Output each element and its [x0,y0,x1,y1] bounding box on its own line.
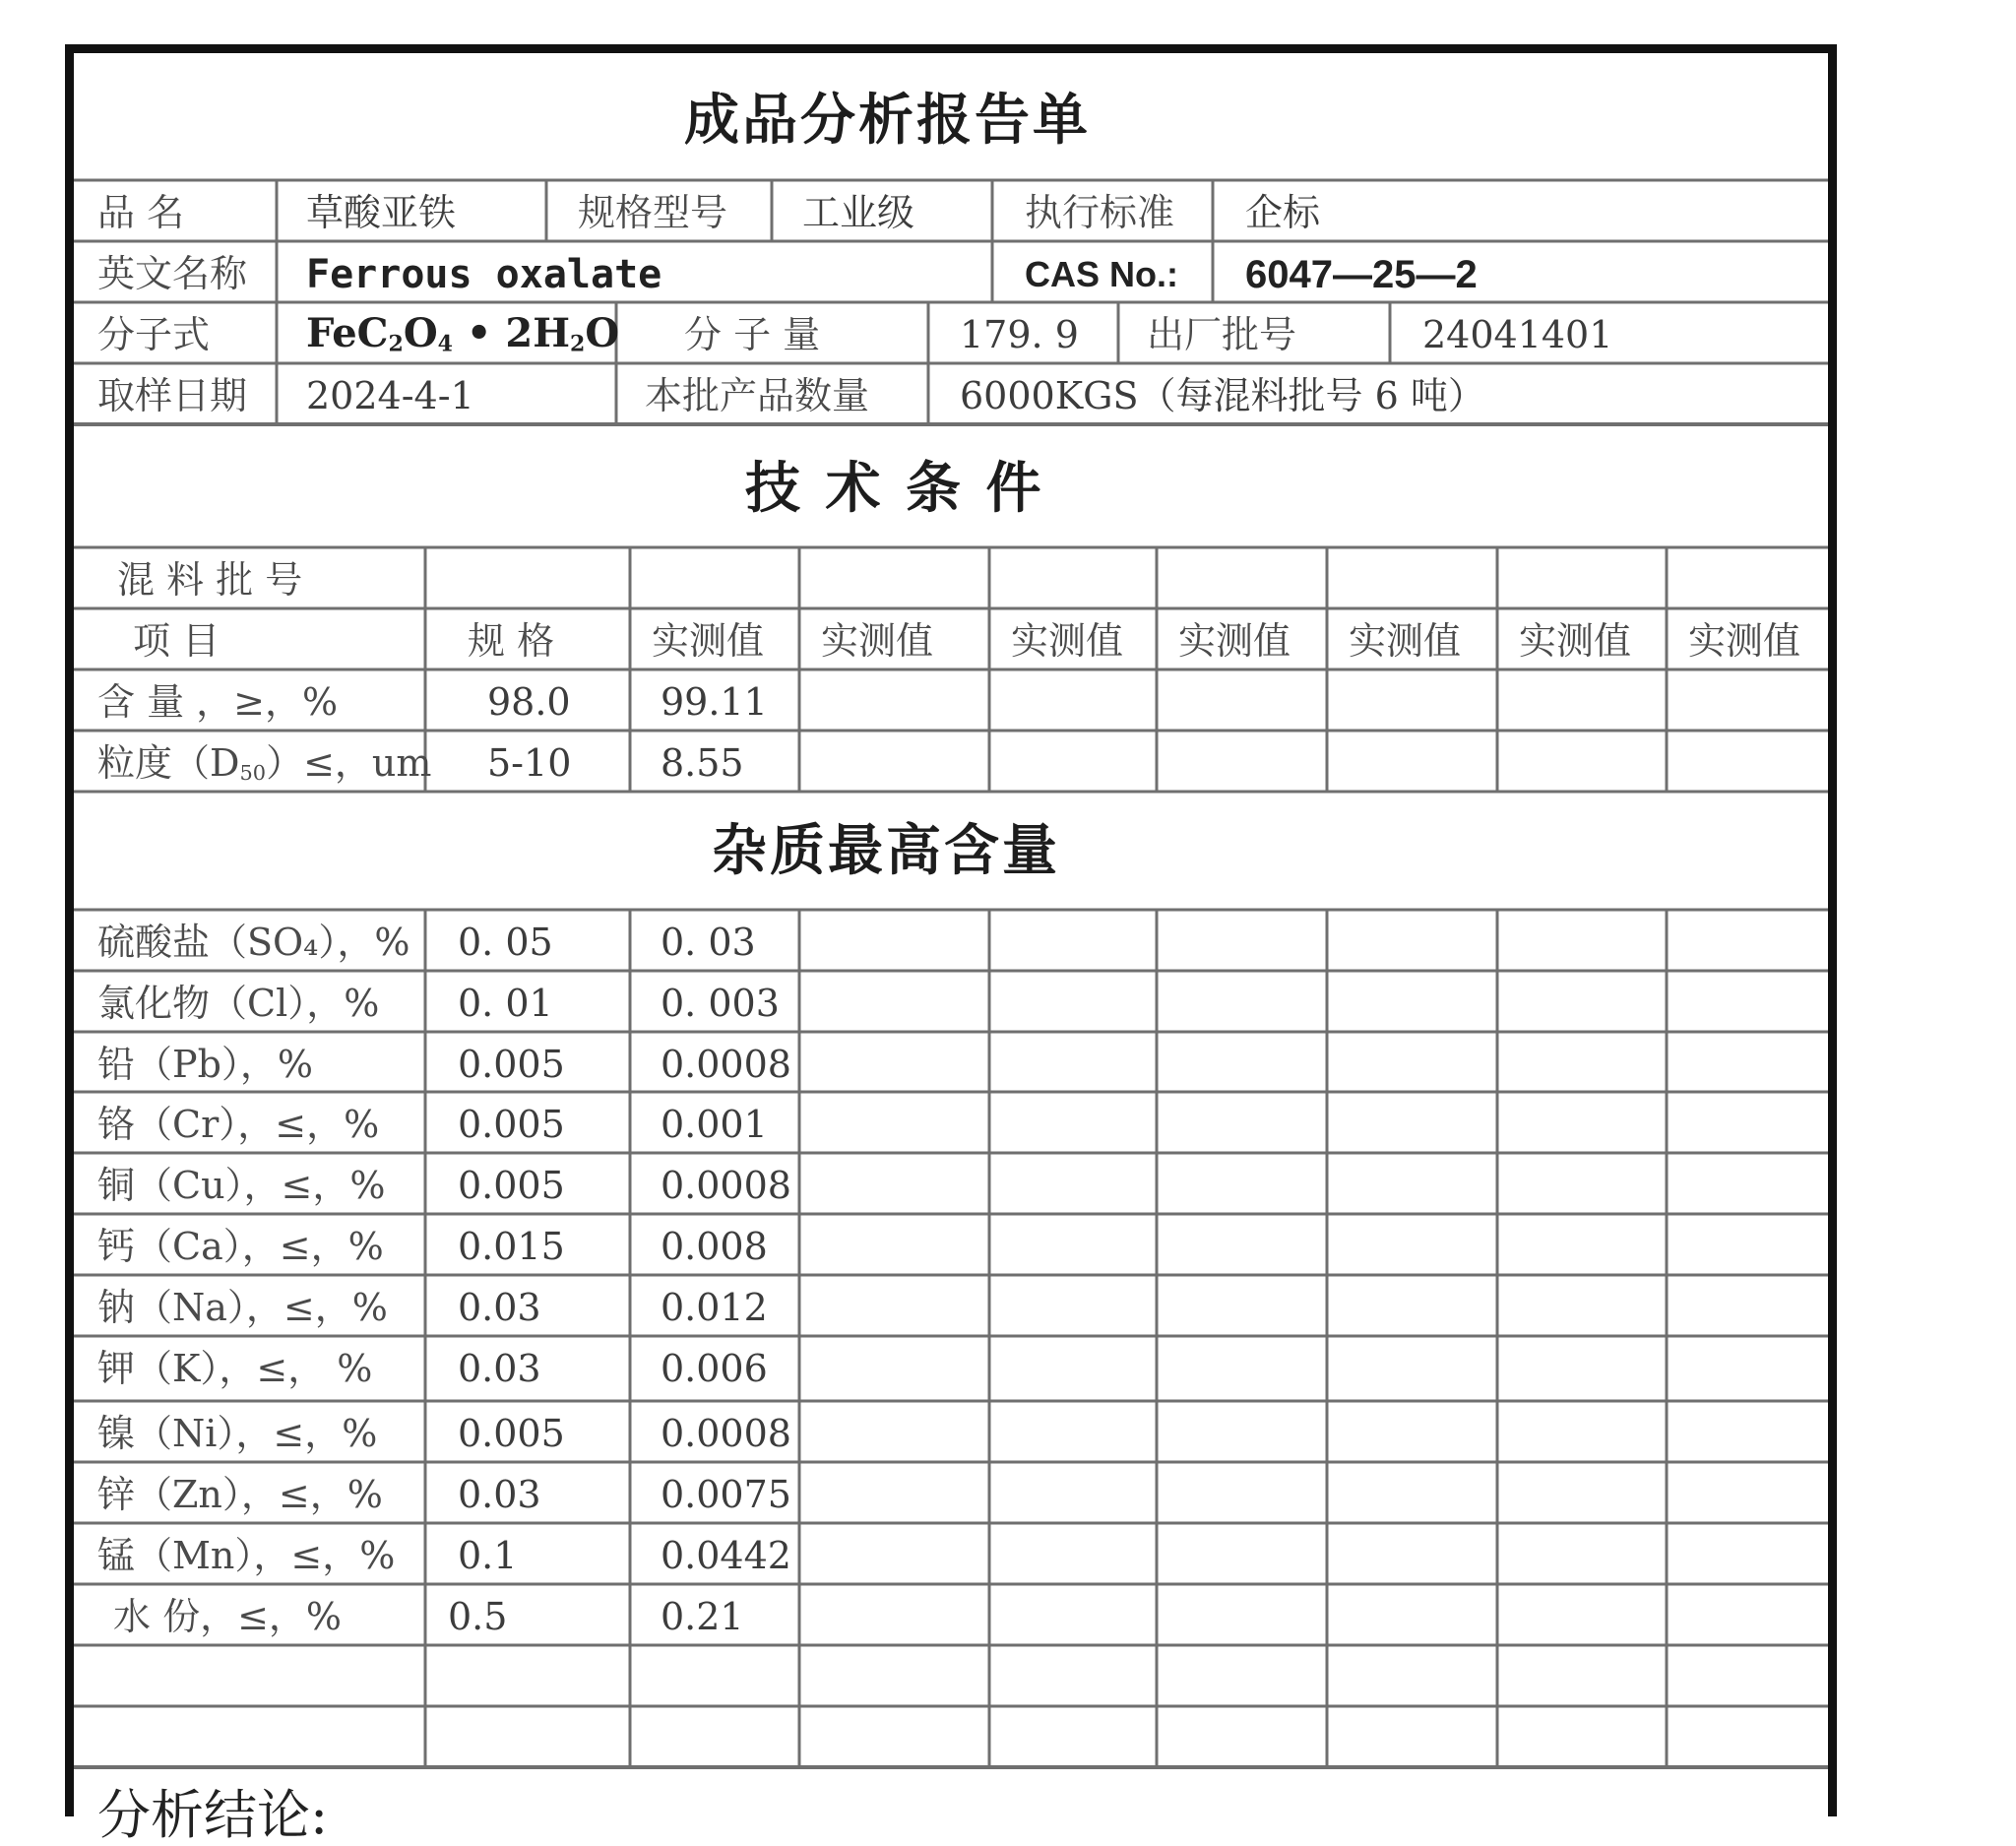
measured-header: 实测值 [1688,619,1801,663]
content-item: 含 量 ，≥，% [97,680,339,724]
conclusion-label: 分析结论: [97,1784,329,1846]
impurity-spec: 0. 05 [458,921,553,964]
molecular-weight-label: 分 子 量 [684,313,821,356]
impurity-measured: 0.0008 [661,1412,791,1455]
impurity-spec: 0. 01 [458,982,553,1025]
cas-label: CAS No.: [1025,254,1178,294]
impurity-item: 镍（Ni），≤，% [97,1412,378,1455]
item-header: 项 目 [133,619,220,663]
particle-size-item: 粒度$(D_{50})\le$，um [97,741,432,786]
quantity-value: 6000KGS（每混料批号 6 吨） [960,374,1485,417]
standard-value: 企标 [1245,191,1321,234]
measured-header: 实测值 [1011,619,1124,663]
content-spec: 98.0 [487,680,571,724]
impurity-spec: 0.1 [458,1534,518,1577]
impurity-spec: 0.005 [458,1164,565,1207]
product-name-value: 草酸亚铁 [306,191,457,234]
measured-header: 实测值 [1519,619,1632,663]
content-measured: 99.11 [661,680,768,724]
report-sheet [65,44,1837,1846]
english-name-value: Ferrous oxalate [306,252,662,297]
impurity-spec: 0.005 [458,1412,565,1455]
formula-value: $FeC_2O_4$ • $2H_2O$ [306,310,620,357]
impurity-item: 铜（Cu），≤，% [97,1164,386,1207]
impurity-item: 硫酸盐（SO₄），% [97,921,410,964]
product-name-label: 品 名 [97,191,185,234]
batch-number-value: 24041401 [1422,313,1613,356]
impurity-measured: 0. 003 [661,982,780,1025]
impurity-item: 钾（K），≤， % [97,1347,373,1390]
impurity-heading: 杂质最高含量 [712,818,1060,883]
measured-header: 实测值 [821,619,934,663]
impurity-item: 钠（Na），≤，% [97,1286,388,1329]
sample-date-label: 取样日期 [97,374,248,417]
impurity-item: 钙（Ca），≤，% [97,1225,384,1268]
impurity-spec: 0.005 [458,1043,565,1086]
impurity-spec: 0.015 [458,1225,565,1268]
molecular-weight-value: 179. 9 [960,313,1079,356]
impurity-spec: 0.03 [458,1286,541,1329]
impurity-measured: 0.008 [661,1225,768,1268]
impurity-measured: 0.0075 [661,1473,791,1516]
particle-size-measured: 8.55 [661,741,744,785]
impurity-measured: 0.0442 [661,1534,791,1577]
impurity-measured: 0.001 [661,1103,768,1146]
sample-date-value: 2024-4-1 [306,374,474,417]
impurity-item: 铅（Pb），% [97,1043,314,1086]
impurity-spec: 0.03 [458,1473,541,1516]
quantity-label: 本批产品数量 [645,374,870,417]
impurity-spec: 0.005 [458,1103,565,1146]
impurity-item: 铬（Cr），≤，% [97,1103,380,1146]
spec-header: 规 格 [468,619,555,663]
formula-label: 分子式 [97,313,211,356]
impurity-spec: 0.5 [448,1595,508,1638]
impurity-measured: 0.006 [661,1347,768,1390]
impurity-measured: 0.012 [661,1286,768,1329]
impurity-measured: 0.21 [661,1595,744,1638]
standard-label: 执行标准 [1025,191,1175,234]
impurity-item: 氯化物（Cl），% [97,982,380,1025]
impurity-measured: 0. 03 [661,921,756,964]
batch-number-label: 出厂批号 [1147,313,1297,356]
mix-batch-label: 混 料 批 号 [117,558,303,602]
impurity-item: 锌（Zn），≤，% [97,1473,383,1516]
tech-conditions-heading: 技 术 条 件 [745,456,1044,521]
impurity-measured: 0.0008 [661,1164,791,1207]
impurity-spec: 0.03 [458,1347,541,1390]
measured-header: 实测值 [1349,619,1462,663]
particle-size-spec: 5-10 [487,741,572,785]
english-name-label: 英文名称 [97,252,248,295]
impurity-item: 水 份，≤，% [113,1595,343,1638]
spec-model-label: 规格型号 [578,191,728,234]
report-title: 成品分析报告单 [684,88,1091,153]
impurity-measured: 0.0008 [661,1043,791,1086]
impurity-item: 锰（Mn），≤，% [97,1534,396,1577]
measured-header: 实测值 [1178,619,1292,663]
measured-header: 实测值 [652,619,765,663]
spec-model-value: 工业级 [802,191,915,234]
cas-value: 6047—25—2 [1245,253,1478,296]
